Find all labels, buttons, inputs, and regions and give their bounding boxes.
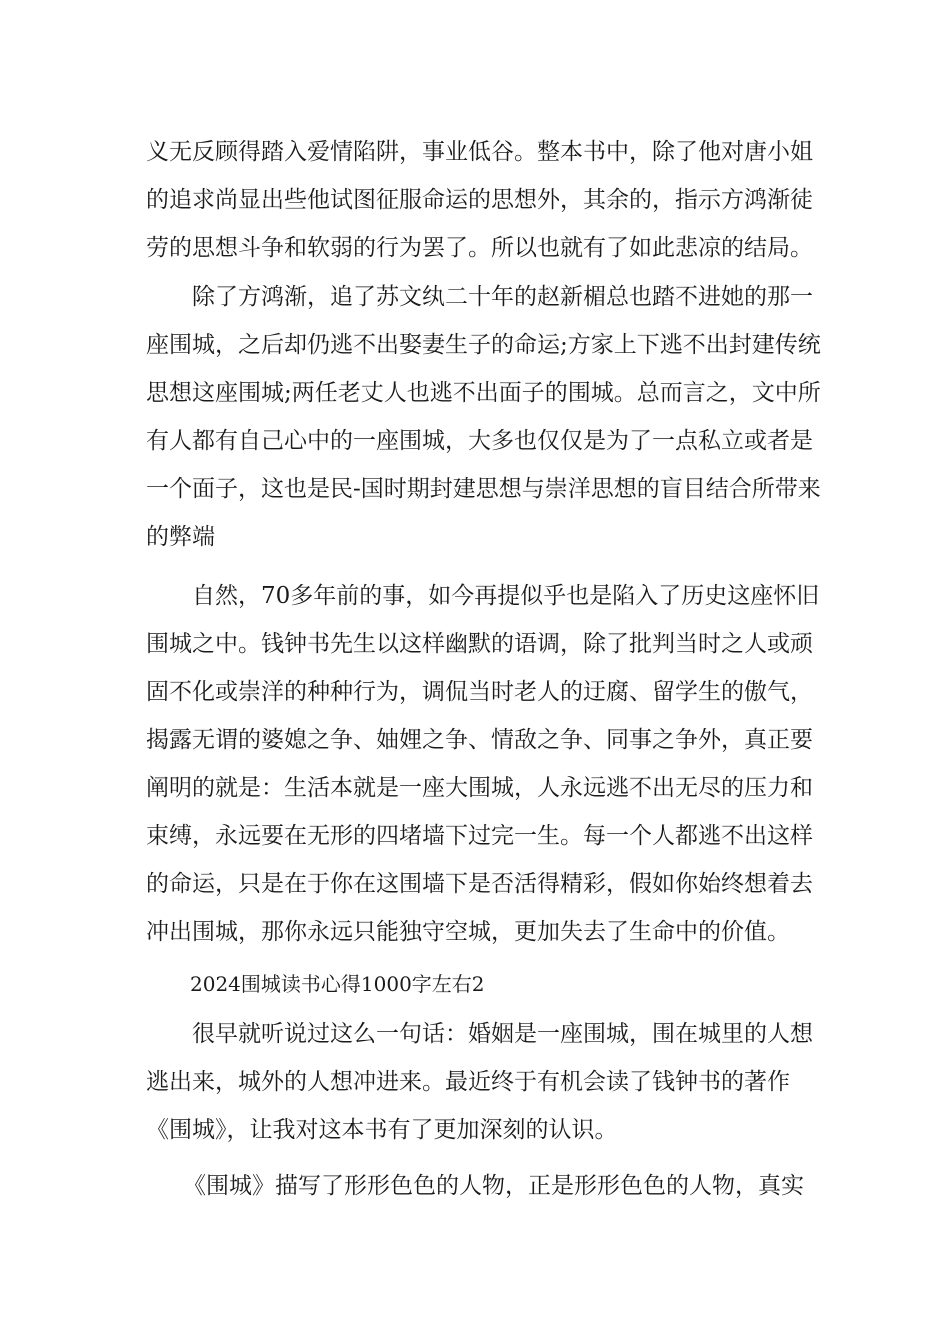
text-line: 揭露无谓的婆媳之争、妯娌之争、情敌之争、同事之争外，真正要 — [146, 727, 813, 753]
paragraph-first-line: 除了方鸿渐，追了苏文纨二十年的赵新楣总也踏不进她的那一 — [192, 284, 813, 310]
text-line: 《围城》，让我对这本书有了更加深刻的认识。 — [146, 1117, 618, 1143]
text-line: 有人都有自己心中的一座围城，大多也仅仅是为了一点私立或者是 — [146, 428, 813, 454]
text-line: 劳的思想斗争和软弱的行为罢了。所以也就有了如此悲凉的结局。 — [146, 235, 813, 261]
text-line: 固不化或崇洋的种种行为，调侃当时老人的迂腐、留学生的傲气， — [146, 679, 813, 705]
text-line: 围城之中。钱钟书先生以这样幽默的语调，除了批判当时之人或顽 — [146, 631, 813, 657]
text-line: 冲出围城，那你永远只能独守空城，更加失去了生命中的价值。 — [146, 919, 790, 945]
text-line: 一个面子，这也是民-国时期封建思想与崇洋思想的盲目结合所带来 — [146, 476, 821, 502]
text-line: 阐明的就是：生活本就是一座大围城，人永远逃不出无尽的压力和 — [146, 775, 813, 801]
text-line: 束缚，永远要在无形的四堵墙下过完一生。每一个人都逃不出这样 — [146, 823, 813, 849]
text-line: 的弊端 — [146, 524, 215, 550]
paragraph-first-line: 《围城》描写了形形色色的人物，正是形形色色的人物，真实 — [183, 1173, 804, 1199]
section-heading: 2024围城读书心得1000字左右2 — [190, 972, 485, 996]
paragraph-first-line: 很早就听说过这么一句话：婚姻是一座围城，围在城里的人想 — [192, 1021, 813, 1047]
text-line: 思想这座围城;两任老丈人也逃不出面子的围城。总而言之，文中所 — [146, 380, 821, 406]
text-line: 义无反顾得踏入爱情陷阱，事业低谷。整本书中，除了他对唐小姐 — [146, 139, 813, 165]
text-line: 逃出来，城外的人想冲进来。最近终于有机会读了钱钟书的著作 — [146, 1069, 790, 1095]
text-line: 座围城，之后却仍逃不出娶妻生子的命运;方家上下逃不出封建传统 — [146, 332, 821, 358]
text-line: 的追求尚显出些他试图征服命运的思想外，其余的，指示方鸿渐徒 — [146, 187, 813, 213]
paragraph-first-line: 自然，70多年前的事，如今再提似乎也是陷入了历史这座怀旧 — [192, 583, 820, 609]
text-line: 的命运，只是在于你在这围墙下是否活得精彩，假如你始终想着去 — [146, 871, 813, 897]
